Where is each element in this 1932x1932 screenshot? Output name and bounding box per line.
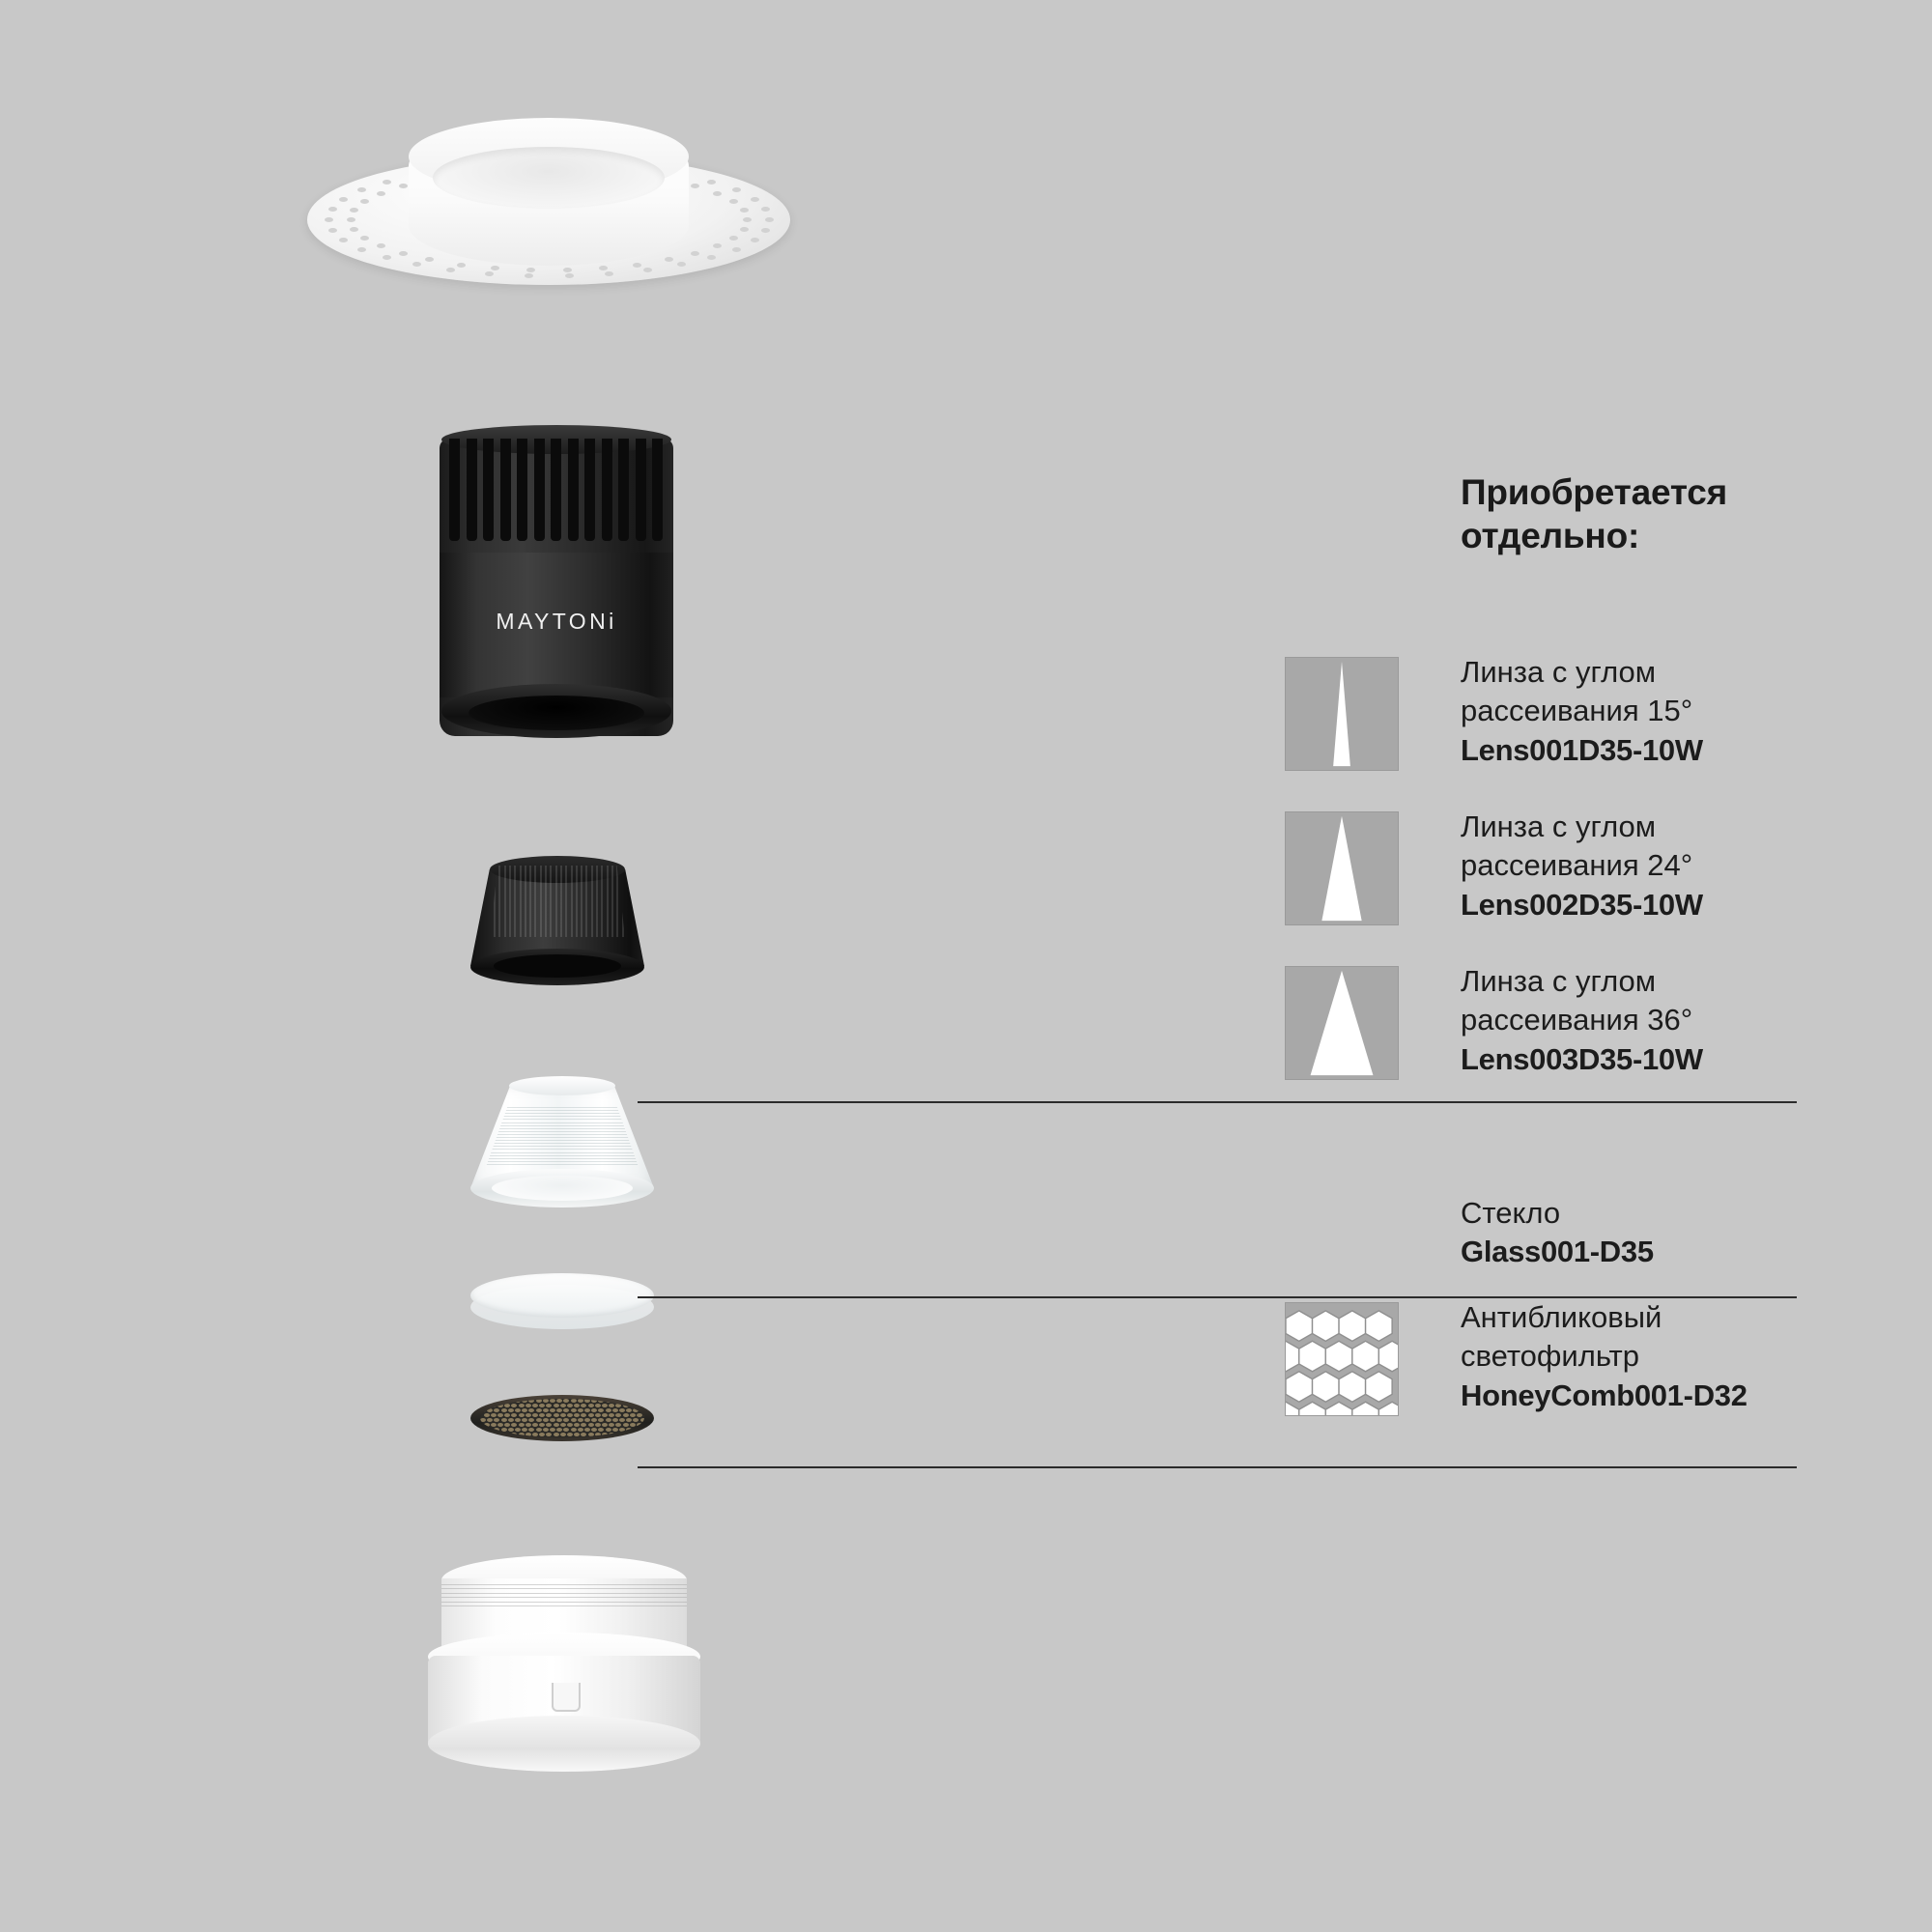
- black-reflector-ribs: [490, 866, 625, 937]
- option-text-lens-24: [1461, 808, 1924, 924]
- option-line1: Линза с углом: [1461, 655, 1657, 689]
- part-honeycomb-filter: [470, 1389, 654, 1457]
- option-line2: светофильтр: [1461, 1339, 1640, 1374]
- clear-lens-fresnel-rings: [486, 1107, 639, 1167]
- glass-disc-face: [470, 1273, 654, 1318]
- option-line2: рассеивания 15°: [1461, 694, 1693, 728]
- option-code: Lens003D35-10W: [1461, 1041, 1703, 1076]
- black-reflector-base-aperture: [494, 954, 621, 978]
- option-line1: Линза с углом: [1461, 810, 1657, 843]
- option-code: HoneyComb001-D32: [1461, 1378, 1747, 1412]
- lens-beam-36-icon: [1285, 966, 1399, 1080]
- option-code: Glass001-D35: [1461, 1235, 1654, 1269]
- honeycomb-icon: [1285, 1302, 1399, 1416]
- option-line2: рассеивания 36°: [1461, 1003, 1693, 1037]
- part-led-module: [440, 417, 673, 755]
- housing-thread-ridges: [441, 1584, 687, 1609]
- option-code: Lens001D35-10W: [1461, 732, 1703, 767]
- part-glass-disc: [470, 1273, 654, 1343]
- part-clear-lens: [470, 1074, 654, 1214]
- option-text-lens-36: [1461, 962, 1924, 1079]
- option-line1: Антибликовый: [1461, 1300, 1662, 1334]
- option-text-lens-15: [1461, 653, 1924, 770]
- part-white-housing: [428, 1555, 700, 1777]
- option-line1: Линза с углом: [1461, 964, 1657, 998]
- clear-lens-top-ring: [509, 1076, 615, 1095]
- honeycomb-mesh: [480, 1399, 644, 1437]
- part-black-reflector: [470, 858, 644, 988]
- option-line1: Стекло: [1461, 1196, 1561, 1230]
- trim-plate-aperture: [433, 147, 665, 209]
- option-text-glass: [1461, 1194, 1924, 1272]
- lens-beam-24-icon: [1285, 811, 1399, 925]
- brand-label: MAYTONi: [496, 609, 617, 634]
- led-module-aperture: [469, 696, 644, 730]
- clear-lens-base-aperture: [492, 1176, 633, 1201]
- lens-beam-15-icon: [1285, 657, 1399, 771]
- option-text-honeycomb: [1461, 1298, 1924, 1415]
- housing-bottom-ring: [428, 1716, 700, 1772]
- option-line2: рассеивания 24°: [1461, 848, 1693, 883]
- option-code: Lens002D35-10W: [1461, 887, 1703, 922]
- led-module-heatsink-fins: [443, 439, 669, 553]
- part-trim-ring-plate: [307, 126, 790, 299]
- panel-title: Приобретается отдельно:: [1461, 472, 1728, 556]
- housing-spring-clip: [552, 1683, 581, 1712]
- purchased-separately-panel: [1285, 0, 1932, 1932]
